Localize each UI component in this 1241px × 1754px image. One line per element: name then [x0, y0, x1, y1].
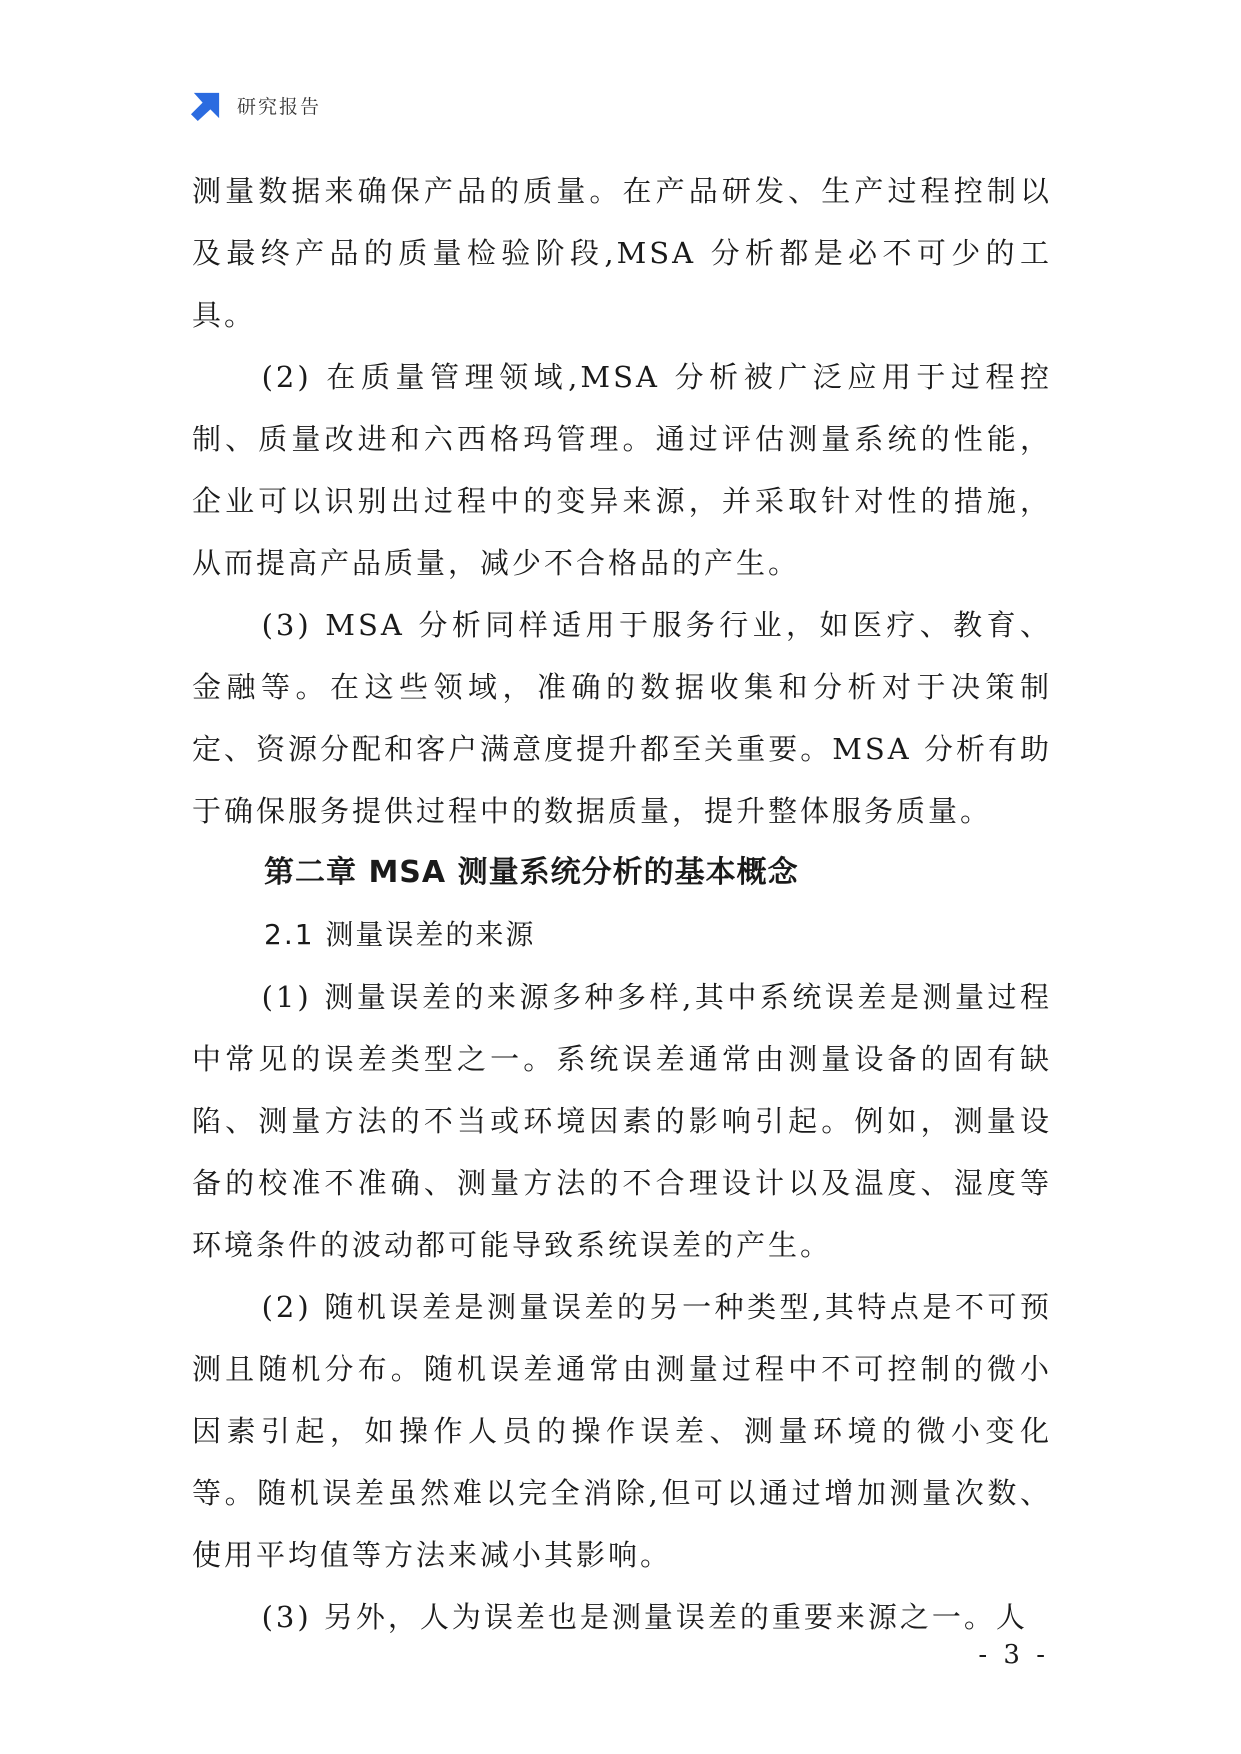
page-header [190, 88, 321, 122]
paragraph: (2) 在质量管理领域,MSA 分析被广泛应用于过程控制、质量改进和六西格玛管理。通过评估测量系统的性能，企业可以识别出过程中的变异来源，并采取针对性的措施，从而提高产品质量，减少不合格品的产生。 [192, 360, 1052, 580]
paragraph: (1) 测量误差的来源多种多样,其中系统误差是测量过程中常见的误差类型之一。系统误差通常由测量设备的固有缺陷、测量方法的不当或环境因素的影响引起。例如，测量设备的校准不准确、测量方法的不合理设计以及温度、湿度等环境条件的波动都可能导致系统误差的产生。 [192, 980, 1052, 1262]
chapter-heading: 第二章 MSA 测量系统分析的基本概念 [264, 855, 799, 890]
paragraph: (2) 随机误差是测量误差的另一种类型,其特点是不可预测且随机分布。随机误差通常由测量过程中不可控制的微小因素引起，如操作人员的操作误差、测量环境的微小变化等。随机误差虽然难以完全消除,但可以通过增加测量次数、使用平均值等方法来减小其影响。 [192, 1290, 1052, 1572]
page-number: - 3 - [978, 1640, 1049, 1670]
document-body [192, 160, 1052, 1648]
paragraph: (3) 另外，人为误差也是测量误差的重要来源之一。人 [261, 1600, 1028, 1634]
paragraph: (3) MSA 分析同样适用于服务行业，如医疗、教育、金融等。在这些领域，准确的数据收集和分析对于决策制定、资源分配和客户满意度提升都至关重要。MSA 分析有助于确保服务提供过程中的数据质量，提升整体服务质量。 [192, 608, 1052, 828]
section-heading: 2.1 测量误差的来源 [264, 918, 536, 951]
header-title: 研究报告 [237, 95, 322, 118]
arrow-up-right-icon [190, 89, 223, 122]
paragraph-continued: 测量数据来确保产品的质量。在产品研发、生产过程控制以及最终产品的质量检验阶段,MSA 分析都是必不可少的工具。 [192, 174, 1052, 332]
